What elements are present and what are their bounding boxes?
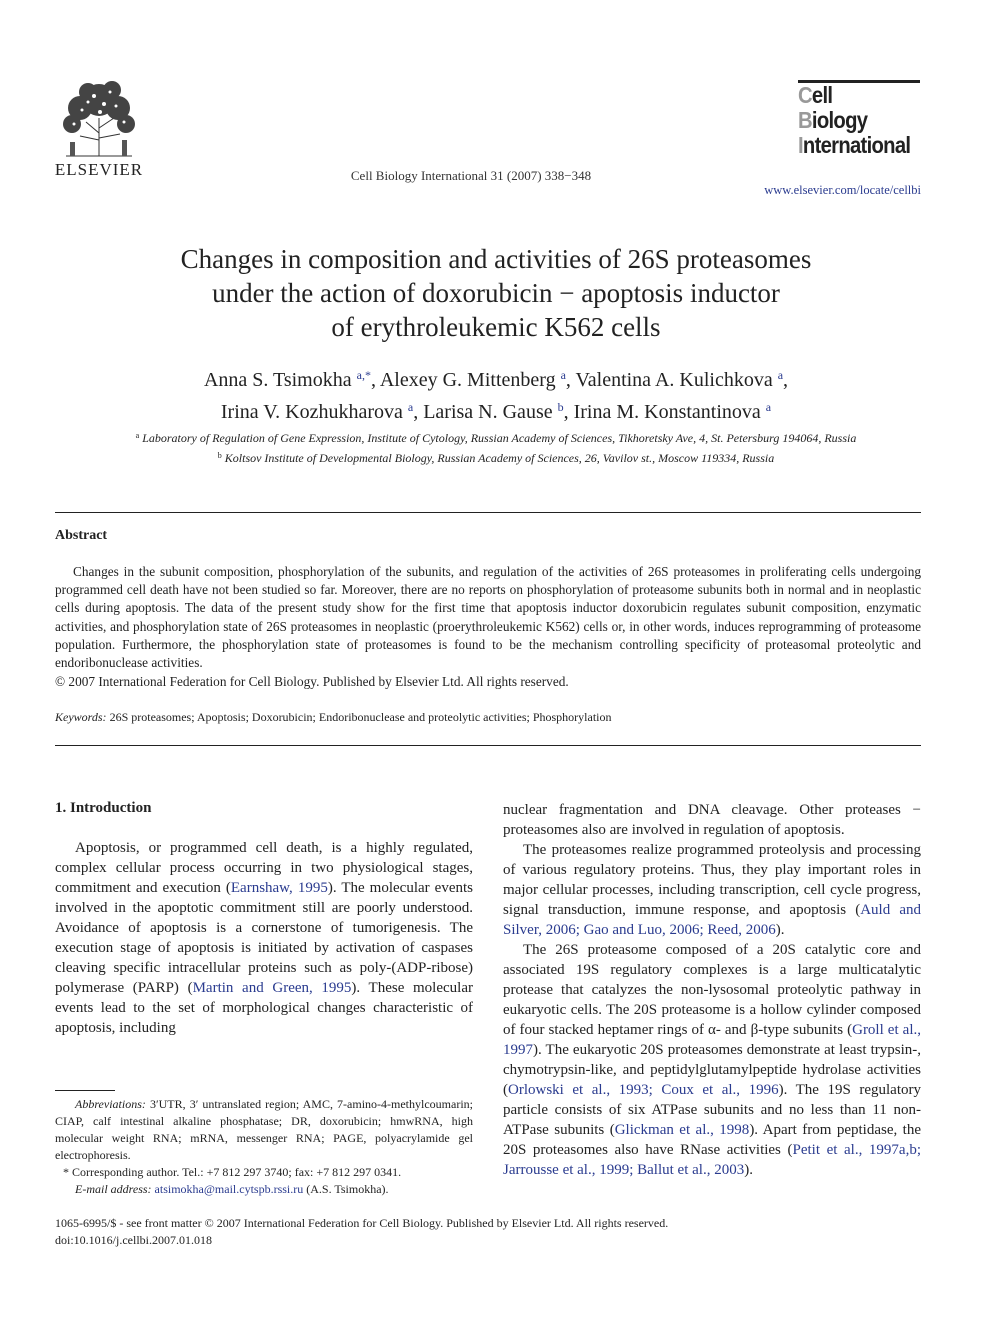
elsevier-tree-icon [56, 78, 142, 158]
author-name: Anna S. Tsimokha [203, 369, 357, 391]
author-affiliation-mark[interactable]: b [557, 400, 564, 414]
doi: doi:10.1016/j.cellbi.2007.01.018 [55, 1233, 212, 1247]
author-list: Anna S. Tsimokha $^{a,*}$, Alexey G. Mittenberg $^a$, Valentina A. Kulichkova $^a$, Irina V. Kozhukharova $^a$, Larisa N. Gause $^b$, Irina M. Konstantinova $^a$ [203, 368, 789, 423]
title-line: Changes in composition and activities of 26S proteasomes [180, 244, 812, 274]
author-affiliation-mark[interactable]: a [407, 400, 414, 414]
author-affiliation-mark[interactable]: a [765, 400, 772, 414]
body-paragraph: nuclear fragmentation and DNA cleavage. Other proteases − proteasomes also are involved in regulation of apoptosis. [503, 802, 921, 838]
body-paragraph: Apoptosis, or programmed cell death, is a highly regulated, complex cellular process occurring in two physiological stages, commitment and execution (Earnshaw, 1995). The molecular events involved in the apoptotic commitment still are poorly understood. Avoidance of apoptosis is a cornerstone of tumorigenesis. The execution stage of apoptosis is initiated by activation of caspases cleaving specific intracellular proteins such as poly-(ADP-ribose) polymerase (PARP) (Martin and Green, 1995). These molecular events lead to the set of morphological changes characteristic of apoptosis, including [55, 840, 474, 1036]
journal-logo-line-2: Biology [798, 107, 868, 133]
citation-link[interactable]: Groll et al., 1997 [503, 1022, 921, 1058]
right-column [503, 800, 921, 1180]
citation-link[interactable]: Glickman et al., 1998 [614, 1122, 750, 1138]
abstract-heading: Abstract [55, 528, 108, 543]
author-name: Alexey G. Mittenberg [379, 369, 561, 391]
author-name: Irina M. Konstantinova [573, 401, 766, 423]
title-line: of erythroleukemic K562 cells [331, 312, 661, 342]
email-footnote: E-mail address: atsimokha@mail.cytspb.rssi.ru (A.S. Tsimokha). [75, 1182, 389, 1196]
abstract-copyright: © 2007 International Federation for Cell Biology. Published by Elsevier Ltd. All rights reserved. [55, 674, 569, 689]
footnotes [55, 1096, 473, 1198]
citation-link[interactable]: Orlowski et al., 1993; Coux et al., 1996 [508, 1082, 779, 1098]
corresponding-author-footnote: * Corresponding author. Tel.: +7 812 297 3740; fax: +7 812 297 0341. [63, 1165, 402, 1179]
citation-link[interactable]: Petit et al., 1997a,b; Jarrousse et al., 1999; Ballut et al., 2003 [503, 1142, 921, 1178]
author-name: Valentina A. Kulichkova [575, 369, 778, 391]
journal-url-link[interactable]: www.elsevier.com/locate/cellbi [764, 183, 921, 197]
author-affiliation-mark[interactable]: a [560, 368, 566, 382]
elsevier-logo [52, 78, 146, 182]
article-title [100, 242, 892, 344]
body-paragraph: The proteasomes realize programmed proteolysis and processing of various regulatory proteins. Thus, they play important roles in major cellular processes, including transcription, cell cycle progress, signal transduction, immune response, and apoptosis (Auld and Silver, 2006; Gao and Luo, 2006; Reed, 2006). [503, 842, 921, 938]
section-heading-introduction: 1. Introduction [55, 800, 152, 816]
left-column [55, 838, 473, 1038]
author-affiliation-mark[interactable]: a [777, 368, 784, 382]
publisher-name: ELSEVIER [54, 160, 144, 179]
abstract-paragraph: Changes in the subunit composition, phosphorylation of the subunits, and regulation of the activities of 26S proteasomes in proliferating cells undergoing programmed cell death have not been studied so far. Moreover, there are no reports on phosphorylation of proteasome subunits both in normal and in neoplastic cells during apoptosis. The data of the present study show for the first time that apoptosis inductor doxorubicin regulates subunit composition, enzymatic activities, and phosphorylation state of 26S proteasomes in neoplastic (proerythroleukemic K562) cells or, in other words, induces reprogramming of proteasome population. Furthermore, the phosphorylation state of proteasomes is found to be the mechanism controlling specificity of proteasomal proteolytic and endoribonuclease activities. [55, 564, 921, 671]
citation-link[interactable]: Earnshaw, 1995 [230, 880, 328, 896]
abbreviations-footnote: Abbreviations: 3′UTR, 3′ untranslated region; AMC, 7-amino-4-methylcoumarin; CIAP, calf intestinal alkaline phosphatase; DR, doxorubicin; hmwRNA, high molecular weight RNA; mRNA, messenger RNA; PAGE, polyacrylamide gel electrophoresis. [55, 1097, 474, 1162]
author-affiliation-mark[interactable]: a,* [356, 368, 371, 382]
citation-link[interactable]: Auld and Silver, 2006; Gao and Luo, 2006; Reed, 2006 [503, 902, 921, 938]
author-name: Larisa N. Gause [423, 401, 558, 423]
abstract-top-rule [55, 512, 921, 513]
keywords [55, 710, 921, 725]
affiliations [40, 427, 952, 467]
author-name: Irina V. Kozhukharova [220, 401, 408, 423]
email-link[interactable]: atsimokha@mail.cytspb.rssi.ru [154, 1182, 304, 1196]
journal-citation: Cell Biology International 31 (2007) 338−348 [350, 168, 592, 183]
affiliation-b: $^b$ Koltsov Institute of Developmental Biology, Russian Academy of Sciences, 26, Vavilov st., Moscow 119334, Russia [217, 451, 775, 465]
citation-link[interactable]: Martin and Green, 1995 [192, 980, 352, 996]
front-matter-footer [55, 1215, 921, 1249]
keywords-text: 26S proteasomes; Apoptosis; Doxorubicin; Endoribonuclease and proteolytic activities; Phosphorylation [109, 710, 612, 724]
issn-line: 1065-6995/$ - see front matter © 2007 International Federation for Cell Biology. Published by Elsevier Ltd. All rights reserved. [55, 1216, 669, 1230]
journal-logo-line-1: Cell [798, 82, 833, 108]
journal-logo [798, 80, 922, 158]
body-paragraph: The 26S proteasome composed of a 20S catalytic core and associated 19S regulatory complexes is a large multicatalytic protease that catalyzes the non-lysosomal proteolytic pathway in eukaryotic cells. The 20S proteasome is a hollow cylinder composed of four stacked heptamer rings of α- and β-type subunits (Groll et al., 1997). The eukaryotic 20S proteasomes demonstrate at least trypsin-, chymotrypsin-like, and peptidylglutamylpeptide hydrolase activities (Orlowski et al., 1993; Coux et al., 1996). The 19S regulatory particle consists of six ATPase subunits and no less than 11 non-ATPase subunits (Glickman et al., 1998). Apart from peptidase, the 20S proteasomes also have RNase activities (Petit et al., 1997a,b; Jarrousse et al., 1999; Ballut et al., 2003). [503, 942, 921, 1178]
footnote-rule [55, 1090, 115, 1091]
abstract-bottom-rule [55, 745, 921, 746]
title-line: under the action of doxorubicin − apoptosis inductor [212, 278, 780, 308]
affiliation-a: $^a$ Laboratory of Regulation of Gene Expression, Institute of Cytology, Russian Academy of Sciences, Tikhoretsky Ave, 4, St. Petersburg 194064, Russia [135, 431, 857, 445]
abstract-text [55, 563, 921, 672]
keywords-label: Keywords: [55, 710, 107, 724]
journal-logo-line-3: International [798, 132, 911, 158]
